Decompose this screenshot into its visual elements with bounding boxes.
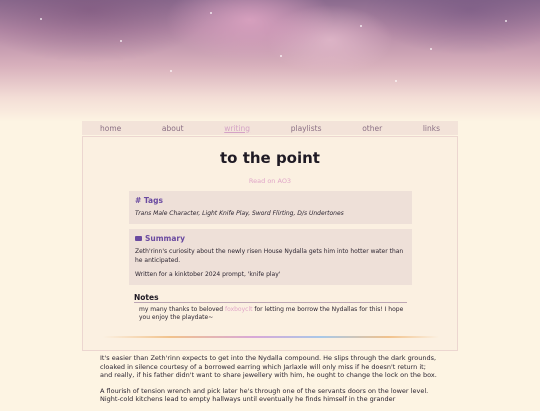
star xyxy=(280,55,282,57)
tags-heading: # Tags xyxy=(135,196,163,205)
main-nav xyxy=(82,121,458,135)
notes-author-link[interactable]: foxboyclt xyxy=(224,306,253,313)
star xyxy=(430,48,432,50)
summary-heading: Summary xyxy=(145,234,186,243)
notes-text-after: for letting me borrow the Nydallas for this! I hope you enjoy the playdate~ xyxy=(139,306,404,321)
notes-text xyxy=(139,306,409,322)
work-card xyxy=(82,136,458,351)
ao3-link[interactable]: Read on AO3 xyxy=(248,177,292,185)
tags-list: Trans Male Character, Light Knife Play, Sword Flirting, D/s Undertones xyxy=(135,210,344,217)
summary-box xyxy=(129,229,412,285)
work-title: to the point xyxy=(220,149,320,167)
hero-banner xyxy=(0,0,540,122)
star xyxy=(505,20,507,22)
story-paragraph: A flourish of tension wrench and pick later he's through one of the servants doors on the lower level. Night-cold kitchens lead to empty hallways until eventually he finds himself in the grander xyxy=(100,386,429,403)
notes-heading: Notes xyxy=(134,293,159,302)
star xyxy=(40,18,42,20)
nav-playlists[interactable]: playlists xyxy=(290,123,322,133)
nav-links[interactable]: links xyxy=(422,123,440,133)
tags-box xyxy=(129,191,412,224)
notes-divider xyxy=(134,302,407,303)
nav-about[interactable]: about xyxy=(161,123,184,133)
story-paragraph: It's easier than Zeth'rinn expects to get into the Nydalla compound. He slips through the dark grounds, cloaked in silence courtesy of a borrowed earring which Jarlaxle will only miss if he doesn't return it; and really, if his father didn't want to share jewellery with him, he ought to change the lock on the box. xyxy=(100,354,437,379)
summary-prompt: Written for a kinktober 2024 prompt, 'knife play' xyxy=(135,271,281,278)
story-body xyxy=(100,354,440,411)
notes-text-before: my many thanks to beloved xyxy=(139,306,225,313)
star xyxy=(120,40,122,42)
rainbow-divider xyxy=(103,336,439,338)
summary-text: Zeth'rinn's curiosity about the newly risen House Nydalla gets him into hotter water than he anticipated. xyxy=(135,248,404,264)
book-icon xyxy=(135,236,142,241)
nav-writing[interactable]: writing xyxy=(224,123,251,133)
star xyxy=(210,12,212,14)
summary-heading-row xyxy=(135,234,406,243)
star xyxy=(395,80,397,82)
nav-home[interactable]: home xyxy=(100,123,122,133)
nav-other[interactable]: other xyxy=(362,123,383,133)
star xyxy=(170,70,172,72)
star xyxy=(360,25,362,27)
